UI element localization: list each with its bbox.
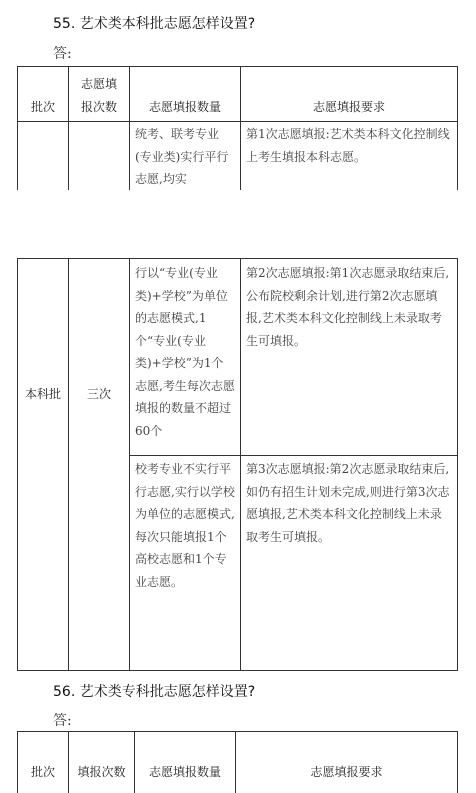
- header-times-line2: 报次数: [80, 100, 117, 114]
- question-56-title: 56. 艺术类专科批志愿怎样设置?: [53, 684, 256, 700]
- answer-55-label: 答:: [53, 46, 72, 62]
- header-56-times: 填报次数: [77, 765, 126, 779]
- header-56-quantity: 志愿填报数量: [148, 765, 221, 779]
- header-quantity: 志愿填报数量: [148, 100, 221, 114]
- header-batch: 批次: [30, 100, 55, 114]
- cell-requirement-a: 第2次志愿填报:第1次志愿录取结束后,公布院校剩余计划,进行第2次志愿填报,艺术类本科文化控制线上未录取考生可填报。: [246, 266, 450, 348]
- cell-times-three: 三次: [86, 387, 111, 401]
- header-56-batch: 批次: [30, 765, 55, 779]
- cell-requirement-b: 第3次志愿填报:第2次志愿录取结束后,如仍有招生计划未完成,则进行第3次志愿填报,艺术类本科文化控制线上未录取考生可填报。: [246, 462, 450, 544]
- header-requirement: 志愿填报要求: [312, 100, 385, 114]
- cell-requirement-top: 第1次志愿填报:艺术类本科文化控制线上考生填报本科志愿。: [246, 127, 450, 164]
- answer-56-label: 答:: [53, 713, 72, 729]
- cell-quantity-a: 行以“专业(专业类)+学校”为单位的志愿模式,1个“专业(专业类)+学校”为1个志愿,考生每次志愿填报的数量不超过60个: [135, 266, 235, 438]
- cell-quantity-b: 校考专业不实行平行志愿,实行以学校为单位的志愿模式,每次只能填报1个高校志愿和1个专业志愿。: [135, 462, 235, 589]
- cell-batch-undergrad: 本科批: [24, 387, 61, 401]
- header-56-requirement: 志愿填报要求: [310, 765, 383, 779]
- header-times-line1: 志愿填: [80, 77, 117, 91]
- cell-quantity-top: 统考、联考专业(专业类)实行平行志愿,均实: [135, 127, 229, 186]
- question-55-title: 55. 艺术类本科批志愿怎样设置?: [53, 16, 256, 32]
